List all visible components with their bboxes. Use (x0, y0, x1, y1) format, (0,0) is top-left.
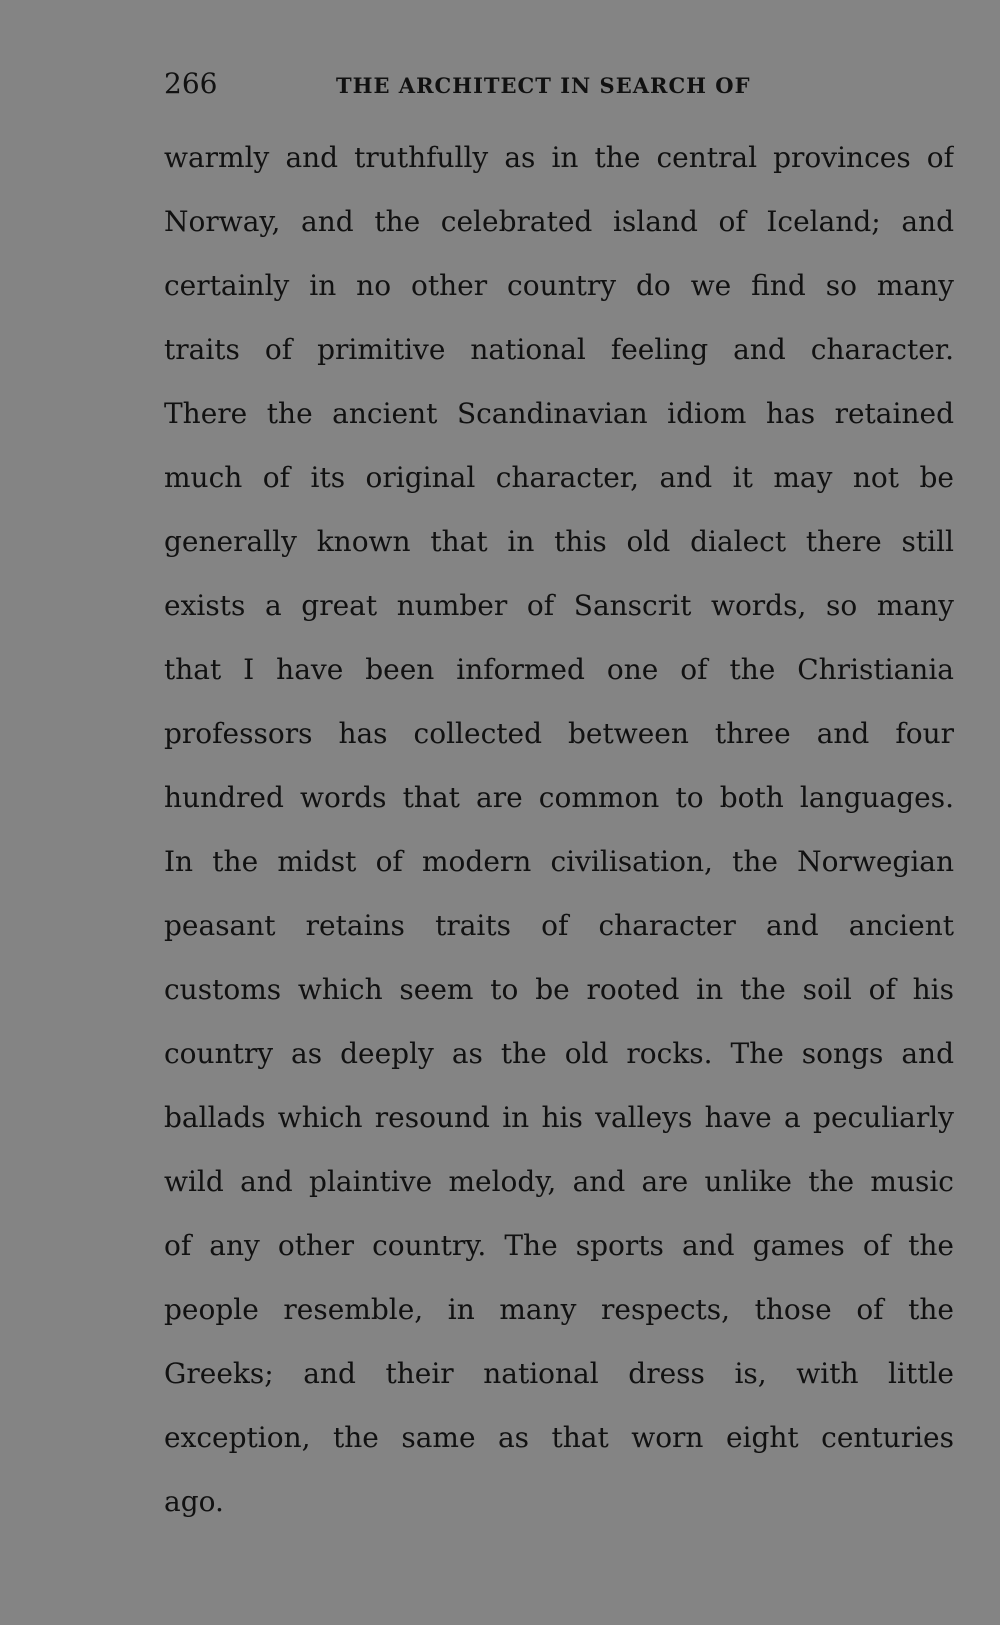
text-line-last: ago. (164, 1485, 224, 1518)
text-line: peasant retains traits of character and ancient (164, 909, 954, 942)
text-line: customs which seem to be rooted in the soil of his (164, 973, 954, 1006)
text-line: country as deeply as the old rocks. The songs and (164, 1037, 954, 1070)
text-line: exception, the same as that worn eight centuries (164, 1421, 954, 1454)
text-line: There the ancient Scandinavian idiom has retained (164, 397, 954, 430)
page-number: 266 (164, 67, 218, 100)
text-line: professors has collected between three and four (164, 717, 954, 750)
page-header (164, 64, 964, 104)
text-line: hundred words that are common to both languages. (164, 781, 954, 814)
text-line: ballads which resound in his valleys have a peculiarly (164, 1101, 954, 1134)
text-line: wild and plaintive melody, and are unlike the music (164, 1165, 954, 1198)
text-line: that I have been informed one of the Christiania (164, 653, 954, 686)
running-head: THE ARCHITECT IN SEARCH OF (336, 73, 751, 98)
text-line: Greeks; and their national dress is, with little (164, 1357, 954, 1390)
text-line: In the midst of modern civilisation, the Norwegian (164, 845, 954, 878)
text-line: people resemble, in many respects, those of the (164, 1293, 954, 1326)
body-text (164, 126, 954, 1534)
text-line: warmly and truthfully as in the central provinces of (164, 141, 954, 174)
text-line: Norway, and the celebrated island of Iceland; and (164, 205, 954, 238)
text-line: of any other country. The sports and games of the (164, 1229, 954, 1262)
text-line: exists a great number of Sanscrit words, so many (164, 589, 954, 622)
text-line: traits of primitive national feeling and character. (164, 333, 954, 366)
text-line: certainly in no other country do we find so many (164, 269, 954, 302)
text-line: generally known that in this old dialect there still (164, 525, 954, 558)
text-line: much of its original character, and it may not be (164, 461, 954, 494)
